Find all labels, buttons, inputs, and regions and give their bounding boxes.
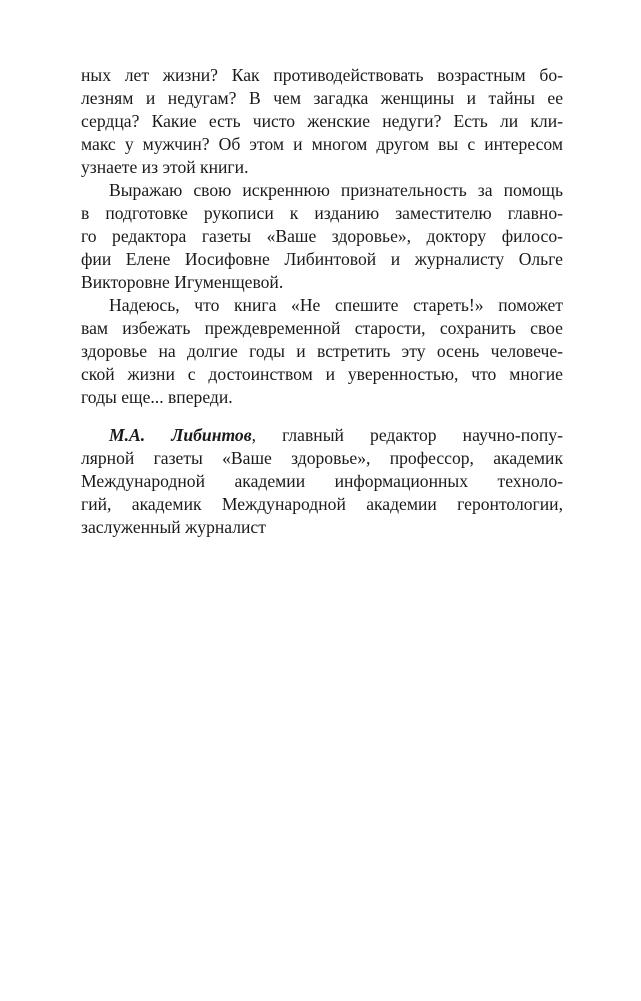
text-line: в подготовке рукописи к изданию заместителю главно- [81, 203, 563, 223]
text-line: Викторовне Игуменщевой. [81, 272, 284, 292]
text-line: ных лет жизни? Как противодействовать возрастным бо- [81, 65, 563, 85]
author-title-start: , главный редактор научно-попу- [251, 425, 563, 445]
paragraph-1 [81, 64, 563, 179]
text-line: заслуженный журналист [81, 517, 266, 537]
text-line: ской жизни с достоинством и уверенностью, что многие [81, 364, 563, 384]
text-line: Выражаю свою искреннюю признательность за помощь [109, 180, 563, 200]
text-line: Международной академии информационных технолo- [81, 471, 563, 491]
text-line: гий, академик Международной академии геронтологии, [81, 494, 563, 514]
signature-block [81, 424, 563, 539]
text-line: лярной газеты «Ваше здоровье», профессор, академик [81, 448, 563, 468]
signature-first-line [81, 424, 563, 447]
author-name: М.А. Либинтов [109, 425, 252, 445]
text-line: узнаете из этой книги. [81, 157, 249, 177]
paragraph-2 [81, 179, 563, 294]
text-line: Надеюсь, что книга «Не спешите стареть!» поможет [109, 295, 563, 315]
text-line: макс у мужчин? Об этом и многом другом вы с интересом [81, 134, 563, 154]
text-line: здоровье на долгие годы и встретить эту осень человече- [81, 341, 563, 361]
book-page [81, 64, 563, 539]
paragraph-spacer [81, 409, 563, 424]
text-line: лезням и недугам? В чем загадка женщины и тайны ее [81, 88, 563, 108]
text-line: го редактора газеты «Ваше здоровье», доктору филосо- [81, 226, 563, 246]
text-line: годы еще... впереди. [81, 387, 233, 407]
text-line: фии Елене Иосифовне Либинтовой и журналисту Ольге [81, 249, 563, 269]
paragraph-3 [81, 294, 563, 409]
text-line: сердца? Какие есть чисто женские недуги? Есть ли кли- [81, 111, 563, 131]
text-line: вам избежать преждевременной старости, сохранить свое [81, 318, 563, 338]
